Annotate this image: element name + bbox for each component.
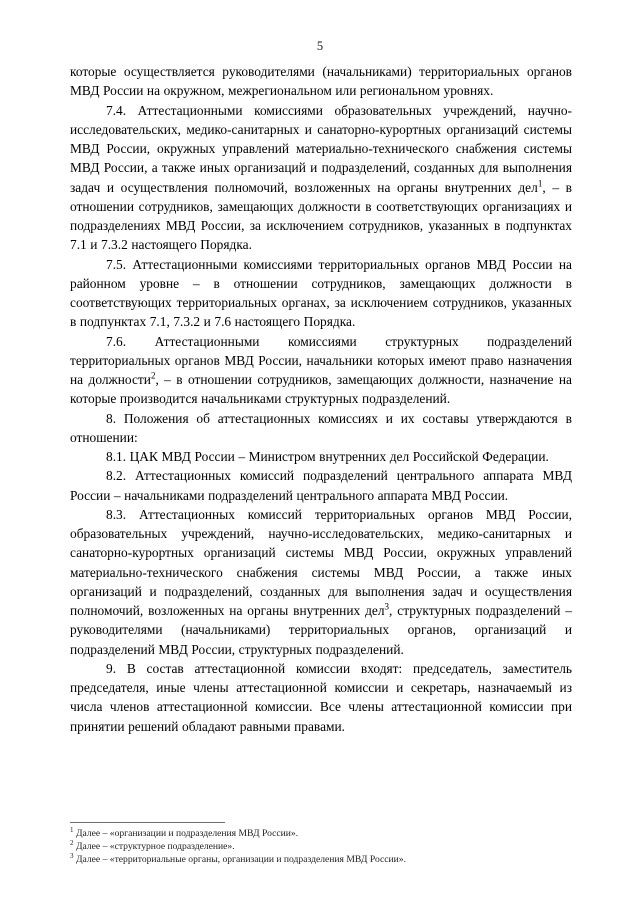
paragraph-7-6-text-before: 7.6. Аттестационными комиссиями структурных подразделений территориальных органов МВД России, начальники которых имеют право назначения на должности (70, 333, 572, 387)
footnote-marker-2: 2 (70, 839, 74, 848)
footnote-item-1 (70, 827, 572, 840)
footnote-marker-1: 1 (70, 825, 74, 834)
footnote-text-2: Далее – «структурное подразделение». (76, 841, 235, 853)
paragraph-7-5: 7.5. Аттестационными комиссиями территориальных органов МВД России на районном уровне – в отношении сотрудников, замещающих должности в соответствующих территориальных органах, за исключением сотрудников, указанных в подпунктах 7.1, 7.3.2 и 7.6 настоящего Порядка. (70, 256, 572, 330)
paragraph-continuation: которые осуществляется руководителями (начальниками) территориальных органов МВД России на окружном, межрегиональном или региональном уровнях. (70, 64, 572, 99)
footnote-ref-1[interactable]: 1 (537, 178, 543, 189)
footnote-text-3: Далее – «территориальные органы, организации и подразделения МВД России». (76, 854, 406, 866)
paragraph-7-6 (70, 332, 572, 409)
page-number: 5 (316, 39, 324, 53)
paragraph-7-4-text-before: 7.4. Аттестационными комиссиями образовательных учреждений, научно-исследовательских, медико-санитарных и санаторно-курортных организаций системы МВД России, окружных управлений материально-технического снабжения системы МВД России, а также иных организаций и подразделений, созданных для выполнения задач и осуществления полномочий, возложенных на органы внутренних дел (70, 102, 572, 195)
paragraph-7-6-text-after: , – в отношении сотрудников, замещающих должности, назначение на которые производится начальниками структурных подразделений. (70, 372, 572, 407)
footnote-ref-3[interactable]: 3 (384, 601, 390, 612)
paragraph-9: 9. В состав аттестационной комиссии входят: председатель, заместитель председателя, иные члены аттестационной комиссии и секретарь, назначаемый из числа членов аттестационной комиссии. Все члены аттестационной комиссии при принятии решений обладают равными правами. (70, 660, 572, 734)
footnote-text-1: Далее – «организации и подразделения МВД России». (76, 828, 299, 839)
paragraph-8-1: 8.1. ЦАК МВД России – Министром внутренних дел Российской Федерации. (106, 449, 549, 464)
paragraph-7-4-text-after: , – в отношении сотрудников, замещающих должности в соответствующих организациях и подразделениях МВД России, за исключением сотрудников, указанных в подпунктах 7.1 и 7.3.2 настоящего Порядка. (70, 179, 572, 253)
document-body (70, 62, 572, 736)
paragraph-8-2: 8.2. Аттестационных комиссий подразделений центрального аппарата МВД России – начальниками подразделений центрального аппарата МВД России. (70, 468, 572, 503)
footnote-ref-2[interactable]: 2 (150, 370, 156, 381)
footnote-item-3 (70, 853, 572, 866)
paragraph-8: 8. Положения об аттестационных комиссиях и их составы утверждаются в отношении: (70, 410, 572, 445)
footnote-marker-3: 3 (70, 852, 74, 861)
paragraph-8-3 (70, 505, 572, 659)
footnote-item-2 (70, 840, 572, 853)
paragraph-7-4 (70, 101, 572, 255)
paragraph-8-3-text-after: , структурных подразделений – руководителями (начальниками) территориальных органов, организаций и подразделений МВД России, структурных подразделений. (70, 603, 572, 657)
footnotes-section (70, 822, 572, 867)
footnote-separator-rule (70, 822, 225, 823)
paragraph-8-3-text-before: 8.3. Аттестационных комиссий территориальных органов МВД России, образовательных учреждений, научно-исследовательских, медико-санитарных и санаторно-курортных организаций системы МВД России, окружных управлений материально-технического снабжения системы МВД России, а также иных организаций и подразделений, созданных для выполнения задач и осуществления полномочий, возложенных на органы внутренних дел (70, 506, 572, 618)
